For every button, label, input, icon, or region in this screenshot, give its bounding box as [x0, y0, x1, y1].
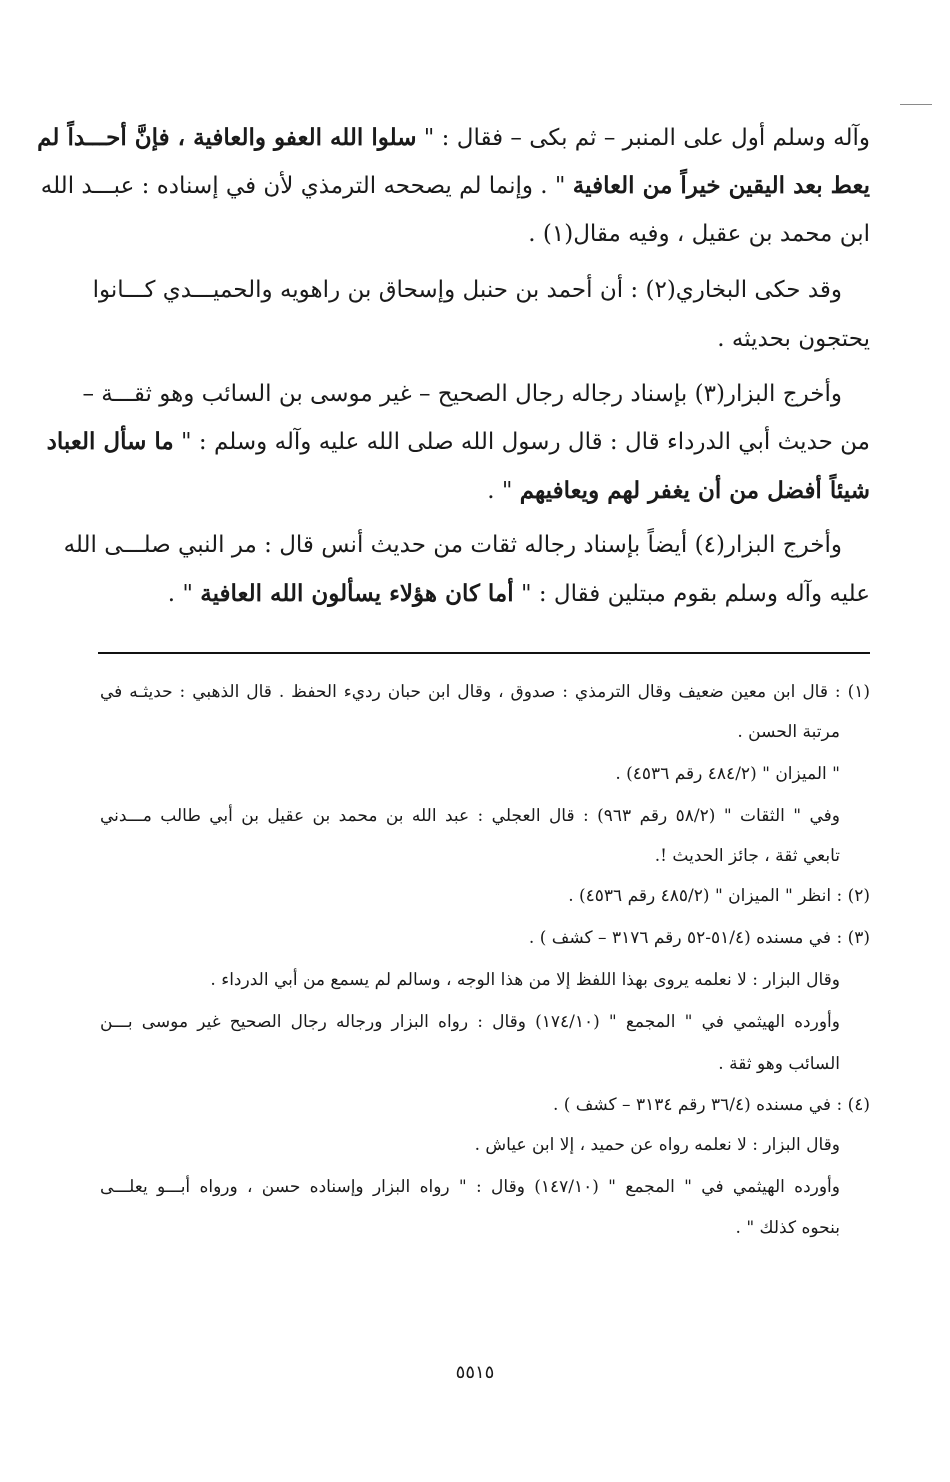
text-line-1: وآله وسلم أول على المنبر – ثم بكى – فقال : " سلوا الله العفو والعافية ، فإنَّ أحـــداً لم	[37, 124, 870, 151]
footnote-1-line-1: (١) : قال ابن معين ضعيف وقال الترمذي : صدوق ، وقال ابن حبان رديء الحفظ . قال الذهبي : حديثـه في	[100, 682, 870, 702]
footnote-3-line-1: (٣) : في مسنده (٥١/٤-٥٢ رقم ٣١٧٦ – كشف ) .	[528, 928, 870, 948]
footnote-1-line-2: مرتبة الحسن .	[737, 722, 840, 742]
footnote-1-line-4: وفي " الثقات " (٥٨/٢ رقم ٩٦٣) : قال العجلي : عبد الله بن محمد بن عقيل بن أبي طالب مـــدني	[100, 806, 840, 826]
footnote-4-line-2: وقال البزار : لا نعلمه رواه عن حميد ، إلا ابن عياش .	[474, 1135, 840, 1155]
footnote-4-line-3: وأورده الهيثمي في " المجمع " (١٤٧/١٠) وقال : " رواه البزار وإسناده حسن ، ورواه أبـــو يعلـــى	[100, 1177, 840, 1197]
footnote-4-line-4: بنحوه كذلك " .	[735, 1218, 840, 1238]
footnote-3-line-2: وقال البزار : لا نعلمه يروى بهذا اللفظ إلا من هذا الوجه ، وسالم لم يسمع من أبي الدرداء .	[210, 970, 840, 990]
text-line-4: وقد حكى البخاري(٢) : أن أحمد بن حنبل وإسحاق بن راهويه والحميـــدي كـــانوا	[92, 277, 842, 303]
text-line-6: وأخرج البزار(٣) بإسناد رجاله رجال الصحيح – غير موسى بن السائب وهو ثقـــة –	[82, 381, 842, 407]
footnote-3-line-3: وأورده الهيثمي في " المجمع " (١٧٤/١٠) وقال : رواه البزار ورجاله رجال الصحيح غير موسى بـــن	[100, 1012, 840, 1032]
footnote-1-line-3: " الميزان " (٤٨٤/٢ رقم ٤٥٣٦) .	[615, 764, 840, 784]
text-line-3: ابن محمد بن عقيل ، وفيه مقال(١) .	[528, 221, 870, 247]
margin-mark	[900, 104, 932, 105]
footnote-3-line-4: السائب وهو ثقة .	[718, 1054, 840, 1074]
footnote-2: (٢) : انظر " الميزان " (٤٨٥/٢ رقم ٤٥٣٦) .	[568, 886, 870, 906]
footnote-separator	[98, 652, 870, 654]
text-line-10: عليه وآله وسلم بقوم مبتلين فقال : " أما كان هؤلاء يسألون الله العافية " .	[167, 580, 870, 607]
text-line-5: يحتجون بحديثه .	[717, 326, 870, 352]
text-line-8: شيئاً أفضل من أن يغفر لهم ويعافيهم " .	[487, 477, 870, 504]
text-line-7: من حديث أبي الدرداء قال : قال رسول الله صلى الله عليه وآله وسلم : " ما سأل العباد	[46, 428, 870, 455]
text-line-2: يعط بعد اليقين خيراً من العافية " . وإنما لم يصححه الترمذي لأن في إسناده : عبـــد الله	[40, 172, 870, 199]
footnote-4-line-1: (٤) : في مسنده (٣٦/٤ رقم ٣١٣٤ – كشف ) .	[552, 1095, 870, 1115]
page-number: ٥٥١٥	[455, 1362, 495, 1383]
footnote-1-line-5: تابعي ثقة ، جائز الحديث !.	[654, 846, 840, 866]
text-line-9: وأخرج البزار(٤) أيضاً بإسناد رجاله ثقات من حديث أنس قال : مر النبي صلـــى الله	[63, 532, 842, 558]
